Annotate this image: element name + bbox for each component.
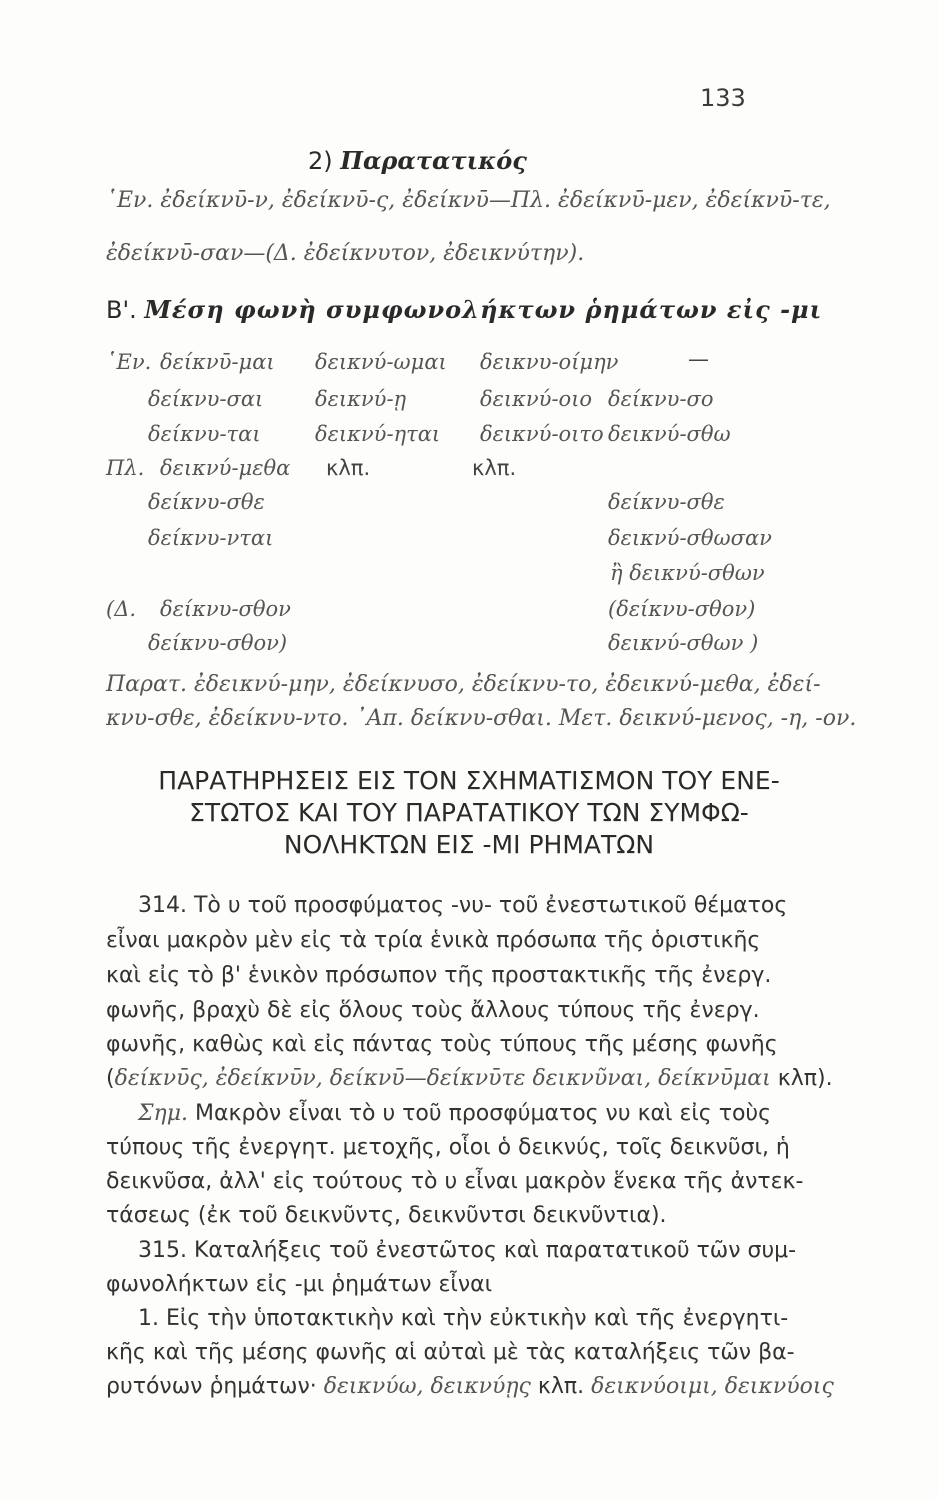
- table-label-dual: (Δ.: [106, 597, 137, 621]
- note-line: τύπους τῆς ἐνεργητ. μετοχῆς, οἷοι ὁ δεικνύς, τοῖς δεικνῦσι, ἡ: [106, 1135, 790, 1160]
- table-label-plural: Πλ.: [106, 456, 145, 480]
- observations-heading-line-1: ΠΑΡΑΤΗΡΗΣΕΙΣ ΕΙΣ ΤΟΝ ΣΧΗΜΑΤΙΣΜΟΝ ΤΟΥ ΕΝΕ-: [158, 766, 780, 795]
- table-cell: δείκνυ-σο: [608, 387, 714, 411]
- paratatikos-mesi-line-1: Παρατ. ἐδεικνύ-μην, ἐδείκνυσο, ἐδείκνυ-το, ἐδεικνύ-μεθα, ἐδεί-: [106, 672, 821, 697]
- paren-close: κλπ).: [770, 1066, 833, 1091]
- paratatikos-line-1: ῾Εν. ἐδείκνῡ-ν, ἐδείκνῡ-ς, ἐδείκνῡ—Πλ. ἐδείκνῡ-μεν, ἐδείκνῡ-τε,: [106, 188, 831, 213]
- page-number: 133: [700, 84, 746, 112]
- table-label-singular: ῾Εν.: [106, 350, 152, 374]
- table-cell: ἢ δεικνύ-σθων: [610, 561, 765, 585]
- paragraph-315-line: 1. Εἰς τὴν ὑποτακτικὴν καὶ τὴν εὐκτικὴν καὶ τῆς ἐνεργητι-: [138, 1306, 789, 1331]
- table-cell: δείκνυ-ται: [148, 422, 261, 446]
- table-cell: (δείκνυ-σθον): [608, 597, 756, 621]
- paragraph-314-line: φωνῆς, καθὼς καὶ εἰς πάντας τοὺς τύπους τῆς μέσης φωνῆς: [106, 1032, 778, 1057]
- section-title-mesi-foni: [106, 295, 822, 324]
- table-cell: δεικνύ-σθωσαν: [608, 526, 772, 550]
- observations-heading-line-2: ΣΤΩΤΟΣ ΚΑΙ ΤΟΥ ΠΑΡΑΤΑΤΙΚΟΥ ΤΩΝ ΣΥΜΦΩ-: [189, 798, 749, 827]
- table-cell: δεικνύ-μεθα: [160, 456, 291, 480]
- table-cell: δεικνύ-σθων ): [608, 631, 759, 655]
- paragraph-314-line: φωνῆς, βραχὺ δὲ εἰς ὅλους τοὺς ἄλλους τύπους τῆς ἐνεργ.: [106, 998, 760, 1023]
- table-cell: δείκνυ-σθε: [148, 490, 265, 514]
- paragraph-315-line: φωνολήκτων εἰς -μι ῥημάτων εἶναι: [106, 1272, 493, 1297]
- paragraph-315-line: [106, 1374, 834, 1399]
- section-title-paratatikos: [308, 146, 527, 175]
- table-cell: δεικνύ-ηται: [315, 422, 441, 446]
- table-cell: δεικνύ-οιο: [480, 387, 593, 411]
- section-b-label: Β'.: [106, 296, 137, 324]
- paren-open: (: [106, 1066, 115, 1091]
- section-title-text: Παρατατικός: [340, 146, 527, 175]
- table-cell: —: [688, 347, 709, 371]
- table-cell: δείκνυ-σθον: [160, 597, 291, 621]
- text-normal: κλπ.: [530, 1374, 592, 1399]
- table-cell: δείκνῡ-μαι: [160, 350, 275, 374]
- paragraph-314-line: 314. Τὸ υ τοῦ προσφύματος -νυ- τοῦ ἐνεστωτικοῦ θέματος: [138, 893, 788, 918]
- table-cell: δεικνύ-σθω: [608, 422, 731, 446]
- paratatikos-line-2: ἐδείκνῡ-σαν—(Δ. ἐδείκνυτον, ἐδεικνύτην).: [106, 241, 585, 266]
- observations-heading-line-3: ΝΟΛΗΚΤΩΝ ΕΙΣ -ΜΙ ΡΗΜΑΤΩΝ: [283, 830, 655, 859]
- table-cell: δεικνύ-οιτο: [480, 422, 604, 446]
- example-forms: δεικνύω, δεικνύῃς: [323, 1374, 531, 1399]
- table-cell: δείκνυ-σαι: [148, 387, 264, 411]
- table-cell: δείκνυ-σθον): [148, 631, 288, 655]
- paragraph-314-line: καὶ εἰς τὸ β' ἑνικὸν πρόσωπον τῆς προστακτικῆς τῆς ἐνεργ.: [106, 963, 772, 988]
- section-number: 2): [308, 147, 333, 175]
- paragraph-315-line: κῆς καὶ τῆς μέσης φωνῆς αἱ αὐταὶ μὲ τὰς καταλήξεις τῶν βα-: [106, 1340, 795, 1365]
- note-line: τάσεως (ἐκ τοῦ δεικνῦντς, δεικνῦντσι δεικνῦντια).: [106, 1203, 667, 1228]
- table-cell: δείκνυ-σθε: [608, 490, 725, 514]
- note-text: Μακρὸν εἶναι τὸ υ τοῦ προσφύματος νυ καὶ εἰς τοὺς: [188, 1101, 772, 1126]
- note-line: [138, 1101, 771, 1126]
- section-b-title: Μέση φωνὴ συμφωνολήκτων ῥημάτων εἰς -μι: [144, 295, 823, 324]
- example-forms: δεικνύοιμι, δεικνύοις: [591, 1374, 834, 1399]
- text-normal: ρυτόνων ῥημάτων·: [106, 1374, 324, 1399]
- example-forms: δείκνῡς, ἐδείκνῡν, δείκνῡ—δείκνῡτε δεικνῦναι, δείκνῡμαι: [114, 1066, 771, 1091]
- table-cell: δεικνύ-ωμαι: [315, 350, 447, 374]
- table-cell: δεικνύ-ῃ: [315, 387, 407, 411]
- paragraph-315-line: 315. Καταλήξεις τοῦ ἐνεστῶτος καὶ παρατατικοῦ τῶν συμ-: [138, 1238, 797, 1263]
- table-cell: δεικνυ-οίμην: [480, 350, 619, 374]
- table-cell: κλπ.: [472, 456, 517, 480]
- paragraph-314-line: [106, 1066, 833, 1091]
- table-cell: δείκνυ-νται: [148, 526, 274, 550]
- paratatikos-mesi-line-2: κνυ-σθε, ἐδείκνυ-ντο. ᾿Απ. δείκνυ-σθαι. Μετ. δεικνύ-μενος, -η, -ον.: [106, 706, 857, 731]
- note-line: δεικνῦσα, ἀλλ' εἰς τούτους τὸ υ εἶναι μακρὸν ἕνεκα τῆς ἀντεκ-: [106, 1169, 804, 1194]
- table-cell: κλπ.: [326, 456, 371, 480]
- note-label: Σημ.: [138, 1101, 189, 1126]
- paragraph-314-line: εἶναι μακρὸν μὲν εἰς τὰ τρία ἑνικὰ πρόσωπα τῆς ὁριστικῆς: [106, 928, 761, 953]
